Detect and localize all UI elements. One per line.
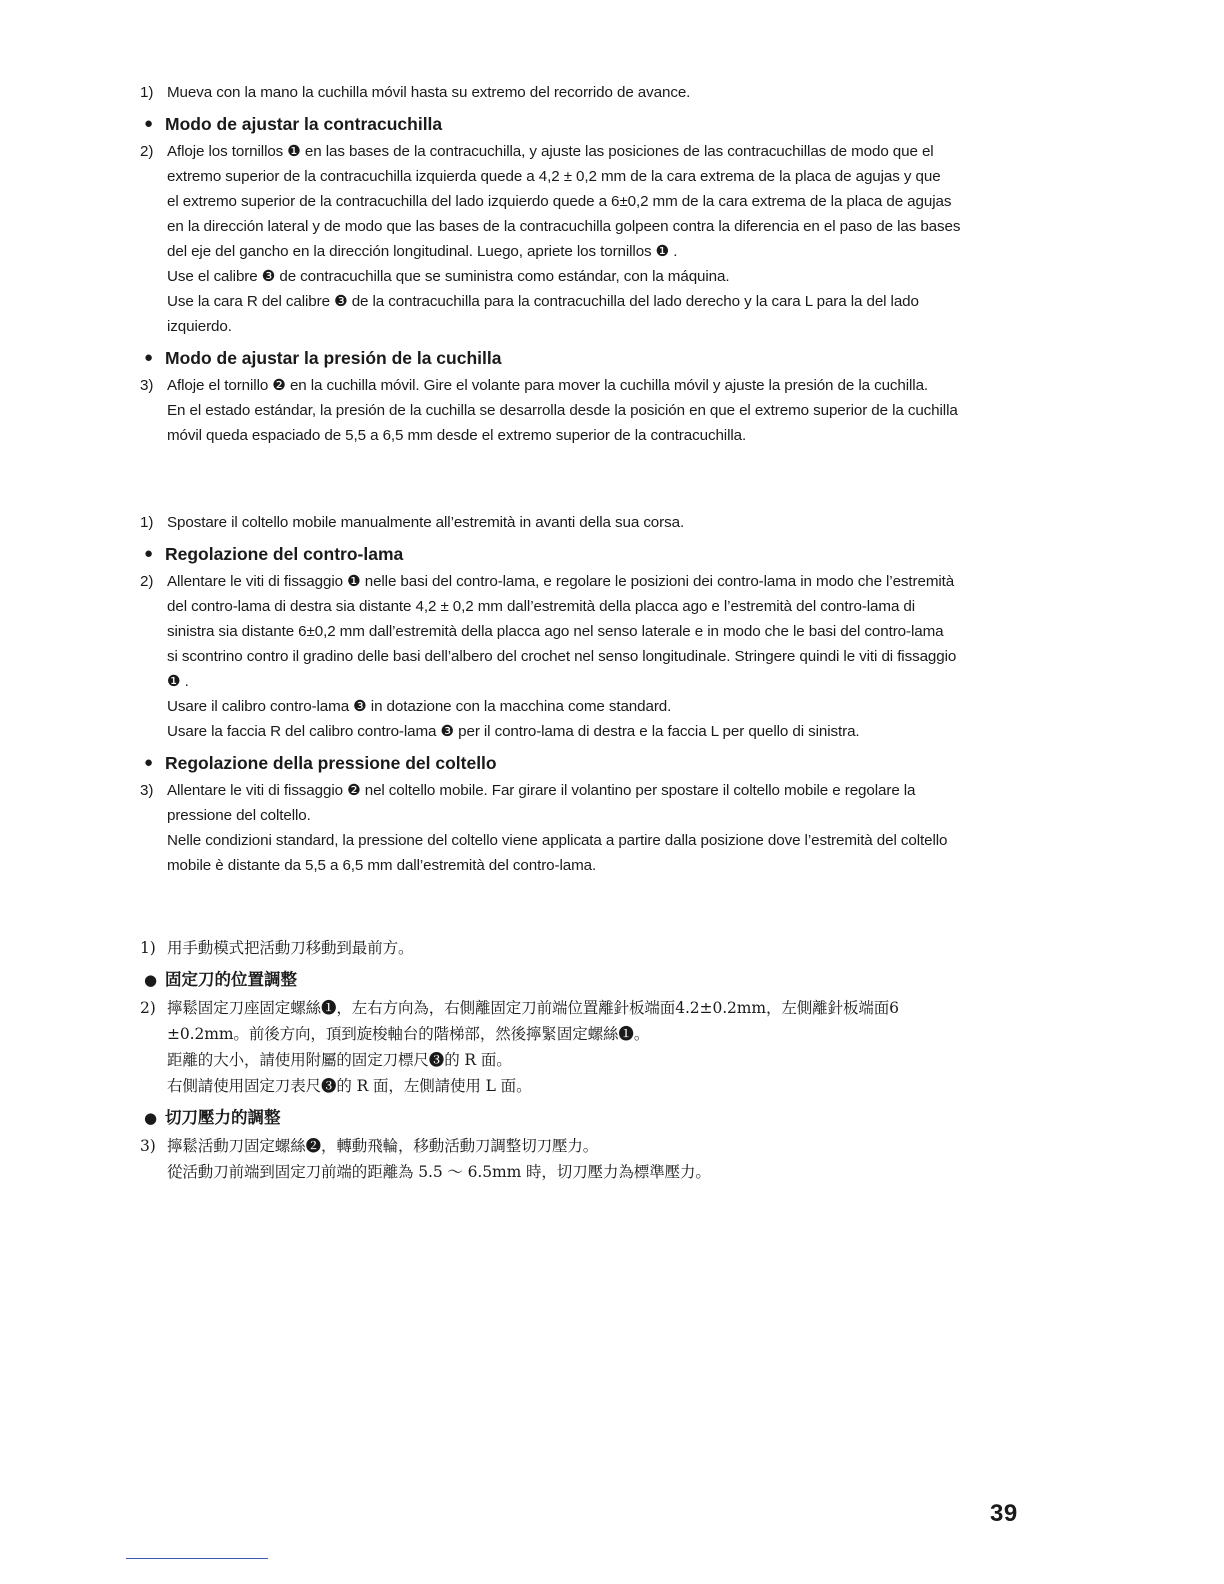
section-heading: ● Modo de ajustar la presión de la cuchilla xyxy=(140,345,1040,371)
text-line: Usare il calibro contro-lama ❸ in dotazione con la macchina come standard. xyxy=(167,698,672,715)
text-line: del contro-lama di destra sia distante 4,2 ± 0,2 mm dall’estremità della placca ago e l’estremità del contro-lama di xyxy=(167,598,916,615)
text-line: móvil queda espaciado de 5,5 a 6,5 mm desde el extremo superior de la contracuchilla. xyxy=(167,427,747,444)
step-1 xyxy=(140,80,1040,105)
step-number: 1) xyxy=(140,514,154,531)
step-3 xyxy=(140,1133,1040,1185)
step-number: 1) xyxy=(140,939,156,957)
bullet-icon: ● xyxy=(144,349,154,366)
text-line: 擰鬆固定刀座固定螺絲❶，左右方向為，右側離固定刀前端位置離針板端面4.2±0.2mm，左側離針板端面6 xyxy=(167,999,899,1017)
text-line: mobile è distante da 5,5 a 6,5 mm dall’estremità del contro-lama. xyxy=(167,857,597,874)
text-line: Use la cara R del calibre ❸ de la contracuchilla para la contracuchilla del lado derecho y la cara L para la del lado xyxy=(167,293,919,310)
text-line: el extremo superior de la contracuchilla del lado izquierdo quede a 6±0,2 mm de la cara extrema de la placa de agujas xyxy=(167,193,952,210)
step-number: 3) xyxy=(140,782,154,799)
text-line: en la dirección lateral y de modo que las bases de la contracuchilla golpeen contra la diferencia en el paso de las bases xyxy=(167,218,961,235)
bullet-icon: ● xyxy=(144,545,154,562)
section-heading: ● 固定刀的位置調整 xyxy=(140,967,1040,993)
text-line: 距離的大小，請使用附屬的固定刀標尺❸的 R 面。 xyxy=(167,1051,512,1069)
text-line: Afloje los tornillos ❶ en las bases de la contracuchilla, y ajuste las posiciones de las contracuchillas de modo que el xyxy=(167,143,934,160)
step-text: Mueva con la mano la cuchilla móvil hasta su extremo del recorrido de avance. xyxy=(167,84,691,101)
spanish-section xyxy=(140,80,1040,448)
step-number: 1) xyxy=(140,84,154,101)
text-line: pressione del coltello. xyxy=(167,807,311,824)
text-line: ±0.2mm。前後方向，頂到旋梭軸台的階梯部，然後擰緊固定螺絲❶。 xyxy=(167,1025,650,1043)
step-number: 2) xyxy=(140,143,154,160)
text-line: sinistra sia distante 6±0,2 mm dall’estremità della placca ago nel senso laterale e in modo che le basi del contro-lama xyxy=(167,623,944,640)
step-2 xyxy=(140,995,1040,1099)
step-3 xyxy=(140,778,1040,878)
footer-rule xyxy=(126,1558,268,1559)
text-line: del eje del gancho en la dirección longitudinal. Luego, apriete los tornillos ❶ . xyxy=(167,243,678,260)
text-line: Use el calibre ❸ de contracuchilla que se suministra como estándar, con la máquina. xyxy=(167,268,730,285)
text-line: si scontrino contro il gradino delle basi dell’albero del crochet nel senso longitudinale. Stringere quindi le viti di fissaggio xyxy=(167,648,957,665)
text-line: 從活動刀前端到固定刀前端的距離為 5.5 ～ 6.5mm 時，切刀壓力為標準壓力。 xyxy=(167,1163,711,1181)
step-number: 2) xyxy=(140,573,154,590)
step-text: Spostare il coltello mobile manualmente all’estremità in avanti della sua corsa. xyxy=(167,514,685,531)
text-line: Allentare le viti di fissaggio ❷ nel coltello mobile. Far girare il volantino per spostare il coltello mobile e regolare la xyxy=(167,782,916,799)
italian-section xyxy=(140,510,1040,878)
text-line: Allentare le viti di fissaggio ❶ nelle basi del contro-lama, e regolare le posizioni dei contro-lama in modo che l’estremità xyxy=(167,573,955,590)
step-1 xyxy=(140,510,1040,535)
step-text: 用手動模式把活動刀移動到最前方。 xyxy=(167,939,414,957)
text-line: En el estado estándar, la presión de la cuchilla se desarrolla desde la posición en que el extremo superior de la cuchilla xyxy=(167,402,958,419)
chinese-section xyxy=(140,935,1040,1185)
section-heading: ● Regolazione del contro-lama xyxy=(140,541,1040,567)
bullet-icon: ● xyxy=(144,971,158,989)
text-line: izquierdo. xyxy=(167,318,232,335)
step-number: 3) xyxy=(140,1137,156,1155)
step-number: 3) xyxy=(140,377,154,394)
step-2 xyxy=(140,569,1040,744)
text-line: extremo superior de la contracuchilla izquierda quede a 4,2 ± 0,2 mm de la cara extrema de la placa de agujas y que xyxy=(167,168,941,185)
text-line: ❶ . xyxy=(167,673,189,690)
step-number: 2) xyxy=(140,999,156,1017)
text-line: Afloje el tornillo ❷ en la cuchilla móvil. Gire el volante para mover la cuchilla móvil y ajuste la presión de la cuchilla. xyxy=(167,377,929,394)
step-3 xyxy=(140,373,1040,448)
bullet-icon: ● xyxy=(144,115,154,132)
step-1 xyxy=(140,935,1040,961)
section-heading: ● Regolazione della pressione del coltello xyxy=(140,750,1040,776)
bullet-icon: ● xyxy=(144,1109,158,1127)
bullet-icon: ● xyxy=(144,754,154,771)
text-line: 右側請使用固定刀表尺❸的 R 面，左側請使用 L 面。 xyxy=(167,1077,532,1095)
step-2 xyxy=(140,139,1040,339)
page-number: 39 xyxy=(990,1500,1018,1527)
text-line: Nelle condizioni standard, la pressione del coltello viene applicata a partire dalla posizione dove l’estremità del coltello xyxy=(167,832,948,849)
section-heading: ● 切刀壓力的調整 xyxy=(140,1105,1040,1131)
text-line: Usare la faccia R del calibro contro-lama ❸ per il contro-lama di destra e la faccia L per quello di sinistra. xyxy=(167,723,860,740)
section-heading: ● Modo de ajustar la contracuchilla xyxy=(140,111,1040,137)
text-line: 擰鬆活動刀固定螺絲❷，轉動飛輪，移動活動刀調整切刀壓力。 xyxy=(167,1137,599,1155)
